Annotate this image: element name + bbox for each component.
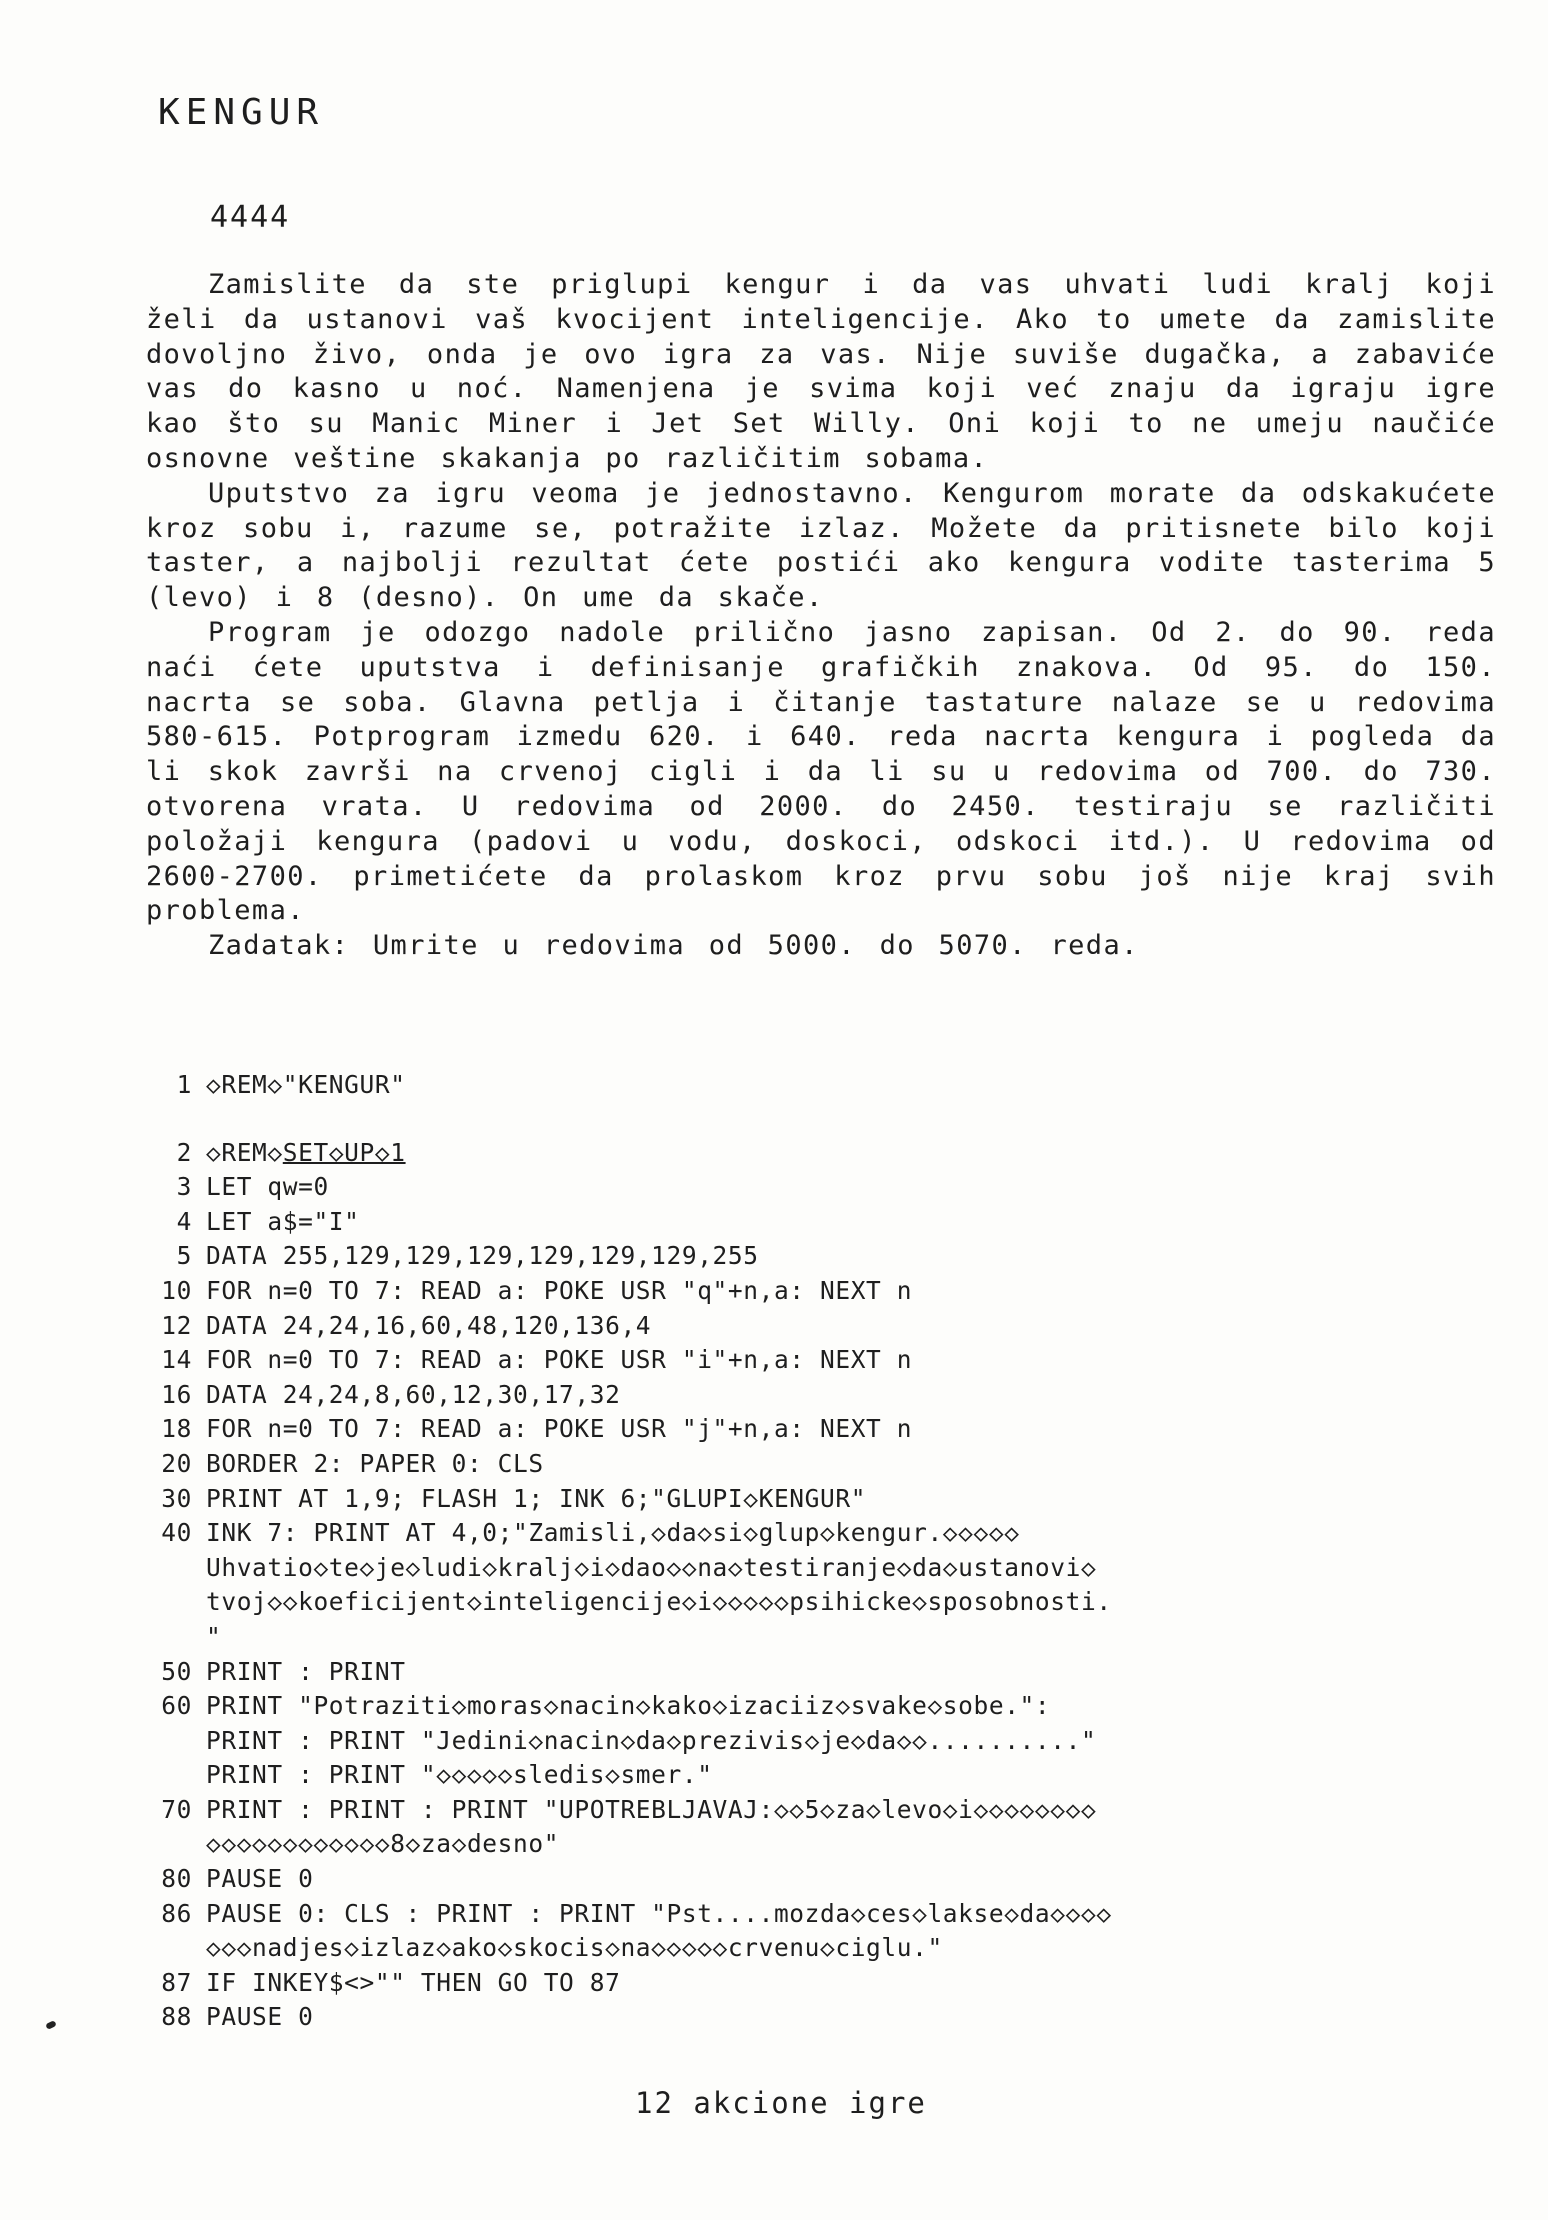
- line-number: 10: [161, 1275, 192, 1305]
- code-line: [140, 1239, 1510, 1274]
- code-line: [140, 1274, 1510, 1309]
- code-line: [140, 1862, 1510, 1897]
- line-code: ◇REM◇"KENGUR": [206, 1070, 406, 1099]
- line-number: 5: [176, 1241, 192, 1271]
- line-number: 50: [161, 1656, 192, 1686]
- line-code: DATA 24,24,8,60,12,30,17,32: [206, 1379, 621, 1409]
- code-continuation: PRINT : PRINT "◇◇◇◇◇sledis◇smer.": [206, 1760, 713, 1790]
- code-continuation: ◇◇◇nadjes◇izlaz◇ako◇skocis◇na◇◇◇◇◇crvenu◇ciglu.": [206, 1933, 943, 1963]
- line-number: 12: [161, 1310, 192, 1340]
- code-line: [140, 1378, 1510, 1413]
- basic-listing: [140, 1068, 1510, 2035]
- line-code: PRINT "Potraziti◇moras◇nacin◇kako◇izaciiz◇svake◇sobe.":: [206, 1691, 1051, 1721]
- program-number: 4444: [210, 200, 291, 235]
- line-number: 80: [161, 1864, 192, 1894]
- line-code: DATA 255,129,129,129,129,129,129,255: [206, 1241, 759, 1271]
- paragraph: Uputstvo za igru veoma je jednostavno. Kengurom morate da odskakućete kroz sobu i, razume se, potražite izlaz. Možete da pritisnete bilo koji taster, a najbolji rezultat ćete postići ako kengura vodite tasterima 5 (levo) i 8 (desno). On ume da skače.: [146, 477, 1496, 614]
- line-number: 18: [161, 1414, 192, 1444]
- line-number: 2: [176, 1137, 192, 1167]
- code-line: [140, 1068, 1510, 1103]
- line-code: FOR n=0 TO 7: READ a: POKE USR "i"+n,a: NEXT n: [206, 1345, 913, 1375]
- code-line: [140, 1516, 1510, 1551]
- line-number: 16: [161, 1379, 192, 1409]
- line-code: DATA 24,24,16,60,48,120,136,4: [206, 1310, 652, 1340]
- code-line: [140, 1343, 1510, 1378]
- line-number: 20: [161, 1448, 192, 1478]
- code-continuation: ": [206, 1621, 222, 1651]
- line-code: PRINT : PRINT : PRINT "UPOTREBLJAVAJ:◇◇5◇za◇levo◇i◇◇◇◇◇◇◇◇: [206, 1794, 1097, 1824]
- line-code: IF INKEY$<>"" THEN GO TO 87: [206, 1967, 621, 1997]
- code-line: [140, 1897, 1510, 1932]
- code-line: [140, 1170, 1510, 1205]
- code-line: [140, 1136, 1510, 1171]
- code-line: [140, 1793, 1510, 1828]
- code-continuation: Uhvatio◇te◇je◇ludi◇kralj◇i◇dao◇◇na◇testiranje◇da◇ustanovi◇: [206, 1552, 1097, 1582]
- paragraph: Zadatak: Umrite u redovima od 5000. do 5070. reda.: [208, 930, 1139, 962]
- line-number: 30: [161, 1483, 192, 1513]
- code-line: [140, 1689, 1510, 1724]
- line-number: 4: [176, 1206, 192, 1236]
- line-number: 40: [161, 1518, 192, 1548]
- line-code: [206, 1136, 1510, 1171]
- code-line: [140, 1482, 1510, 1517]
- line-code: PAUSE 0: [206, 2002, 314, 2032]
- line-code: LET a$="I": [206, 1206, 360, 1236]
- code-line: [140, 1447, 1510, 1482]
- paragraph: Program je odozgo nadole prilično jasno zapisan. Od 2. do 90. reda naći ćete uputstva i definisanje grafičkih znakova. Od 95. do 150. nacrta se soba. Glavna petlja i čitanje tastature nalaze se u redovima 580-615. Potprogram izmedu 620. i 640. reda nacrta kengura i pogleda da li skok završi na crvenoj cigli i da li su u redovima od 700. do 730. otvorena vrata. U redovima od 2000. do 2450. testiraju se različiti položaji kengura (padovi u vodu, doskoci, odskoci itd.). U redovima od 2600-2700. primetićete da prolaskom kroz prvu sobu još nije kraj svih problema.: [146, 616, 1496, 927]
- underlined-code-text: SET◇UP◇1: [282, 1137, 406, 1167]
- line-code: INK 7: PRINT AT 4,0;"Zamisli,◇da◇si◇glup◇kengur.◇◇◇◇◇: [206, 1518, 1020, 1548]
- code-text: ◇REM◇: [206, 1137, 283, 1167]
- line-number: 87: [161, 1967, 192, 1997]
- line-number: 86: [161, 1898, 192, 1928]
- line-number: 3: [176, 1172, 192, 1202]
- ink-mark: [45, 2020, 57, 2030]
- line-code: PAUSE 0: CLS : PRINT : PRINT "Pst....mozda◇ces◇lakse◇da◇◇◇◇: [206, 1898, 1112, 1928]
- code-continuation: ◇◇◇◇◇◇◇◇◇◇◇◇8◇za◇desno": [206, 1829, 560, 1859]
- line-number: 60: [161, 1691, 192, 1721]
- code-continuation: tvoj◇◇koeficijent◇inteligencije◇i◇◇◇◇◇psihicke◇sposobnosti.: [206, 1587, 1112, 1617]
- line-number: 14: [161, 1345, 192, 1375]
- line-number: 88: [161, 2002, 192, 2032]
- line-code: FOR n=0 TO 7: READ a: POKE USR "j"+n,a: NEXT n: [206, 1414, 913, 1444]
- code-line: [140, 1966, 1510, 2001]
- line-number: 70: [161, 1794, 192, 1824]
- paragraph: Zamislite da ste priglupi kengur i da vas uhvati ludi kralj koji želi da ustanovi vaš kvocijent inteligencije. Ako to umete da zamislite dovoljno živo, onda je ovo igra za vas. Nije suviše dugačka, a zabaviće vas do kasno u noć. Namenjena je svima koji već znaju da igraju igre kao što su Manic Miner i Jet Set Willy. Oni koji to ne umeju naučiće osnovne veštine skakanja po različitim sobama.: [146, 269, 1496, 474]
- page-footer: 12 akcione igre: [635, 2086, 927, 2120]
- code-line: [140, 1309, 1510, 1344]
- code-continuation: PRINT : PRINT "Jedini◇nacin◇da◇prezivis◇je◇da◇◇..........": [206, 1725, 1097, 1755]
- line-number: 1: [176, 1070, 192, 1099]
- code-line: [140, 2000, 1510, 2035]
- article-text: [146, 268, 1496, 964]
- code-line: [140, 1412, 1510, 1447]
- line-code: LET qw=0: [206, 1172, 329, 1202]
- line-code: FOR n=0 TO 7: READ a: POKE USR "q"+n,a: NEXT n: [206, 1275, 913, 1305]
- line-code: PRINT AT 1,9; FLASH 1; INK 6;"GLUPI◇KENGUR": [206, 1483, 867, 1513]
- page-title: KENGUR: [158, 92, 325, 133]
- line-code: PRINT : PRINT: [206, 1656, 406, 1686]
- line-code: PAUSE 0: [206, 1864, 314, 1894]
- line-code: BORDER 2: PAPER 0: CLS: [206, 1448, 544, 1478]
- code-line: [140, 1205, 1510, 1240]
- code-line: [140, 1655, 1510, 1690]
